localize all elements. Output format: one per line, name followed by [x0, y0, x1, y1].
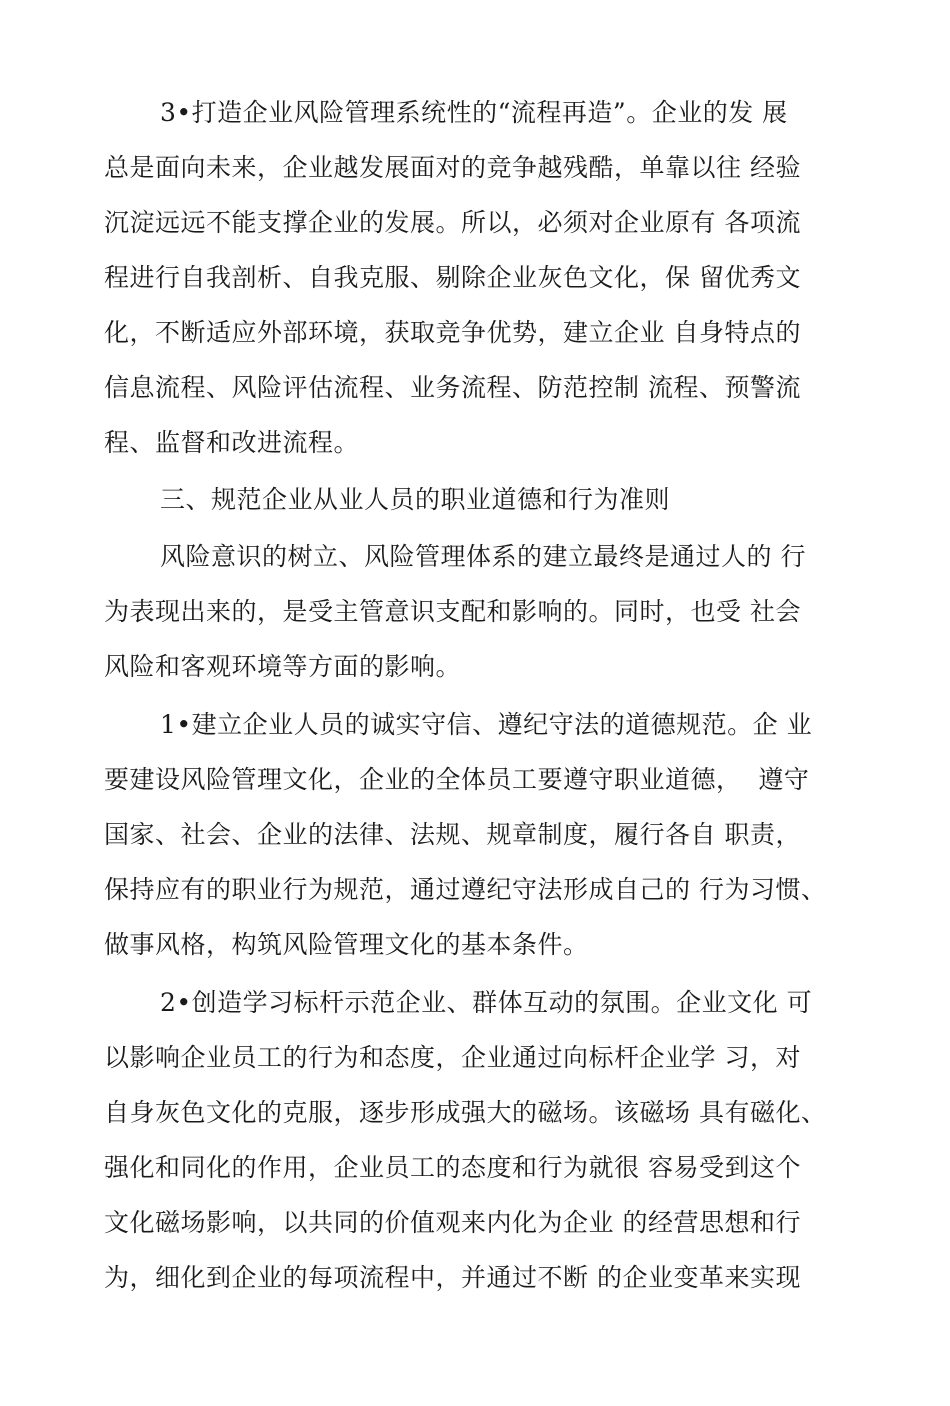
text-line: 要建设风险管理文化，企业的全体员工要遵守职业道德， 遵守: [104, 765, 810, 794]
text-line: 程、监督和改进流程。: [104, 428, 360, 457]
text-line: 化，不断适应外部环境，获取竞争优势，建立企业 自身特点的: [104, 318, 801, 347]
text-line: 总是面向未来，企业越发展面对的竞争越残酷，单靠以往 经验: [104, 153, 801, 182]
text-line: 以影响企业员工的行为和态度，企业通过向标杆企业学 习，对: [104, 1043, 801, 1072]
section-heading: 三、规范企业从业人员的职业道德和行为准则: [160, 485, 671, 514]
text-line: 3•打造企业风险管理系统性的“流程再造”。企业的发 展: [160, 98, 788, 127]
text-line: 1•建立企业人员的诚实守信、遵纪守法的道德规范。企 业: [160, 710, 813, 739]
text-line: 风险意识的树立、风险管理体系的建立最终是通过人的 行: [160, 542, 806, 571]
text-line: 为表现出来的，是受主管意识支配和影响的。同时，也受 社会: [104, 597, 801, 626]
text-line: 信息流程、风险评估流程、业务流程、防范控制 流程、预警流: [104, 373, 801, 402]
text-line: 自身灰色文化的克服，逐步形成强大的磁场。该磁场 具有磁化、: [104, 1098, 827, 1127]
text-line: 文化磁场影响，以共同的价值观来内化为企业 的经营思想和行: [104, 1208, 801, 1237]
text-line: 保持应有的职业行为规范，通过遵纪守法形成自己的 行为习惯、: [104, 875, 827, 904]
text-line: 做事风格，构筑风险管理文化的基本条件。: [104, 930, 589, 959]
text-line: 沉淀远远不能支撑企业的发展。所以，必须对企业原有 各项流: [104, 208, 801, 237]
text-line: 强化和同化的作用，企业员工的态度和行为就很 容易受到这个: [104, 1153, 801, 1182]
text-line: 国家、社会、企业的法律、法规、规章制度，履行各自 职责，: [104, 820, 801, 849]
text-line: 2•创造学习标杆示范企业、群体互动的氛围。企业文化 可: [160, 988, 813, 1017]
text-line: 风险和客观环境等方面的影响。: [104, 652, 462, 681]
text-line: 为，细化到企业的每项流程中，并通过不断 的企业变革来实现: [104, 1263, 801, 1292]
text-line: 程进行自我剖析、自我克服、剔除企业灰色文化，保 留优秀文: [104, 263, 801, 292]
